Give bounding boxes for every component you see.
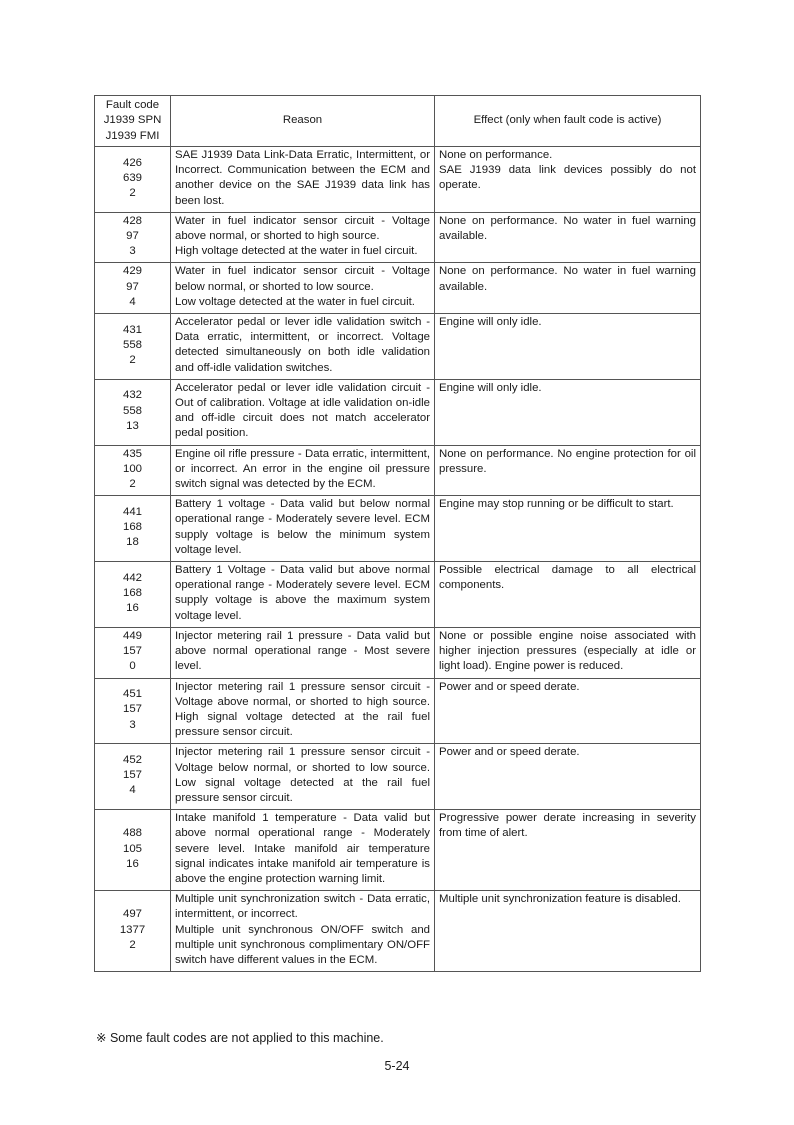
spn-value: 558 [122, 338, 142, 351]
effect-cell [435, 147, 701, 213]
effect-cell: Multiple unit synchronization feature is disabled. [435, 891, 701, 972]
table-row [95, 379, 701, 445]
reason-cell: Engine oil rifle pressure - Data erratic, intermittent, or incorrect. An error in the engine oil pressure switch signal was detected by the ECM. [171, 445, 435, 496]
table-row [95, 744, 701, 810]
fault-code: 488 [122, 827, 142, 840]
effect-text: None on performance. [439, 149, 553, 161]
table-header-row [95, 96, 701, 147]
reason-cell: Battery 1 voltage - Data valid but below normal operational range - Moderately severe level. ECM supply voltage is below the minimum system voltage level. [171, 496, 435, 562]
table-row [95, 891, 701, 972]
table-row [95, 445, 701, 496]
fault-code-cell [95, 891, 171, 972]
fmi-value: 3 [129, 718, 136, 731]
effect-cell: None on performance. No water in fuel warning available. [435, 263, 701, 314]
effect-header: Effect (only when fault code is active) [435, 96, 701, 147]
effect-cell: Engine may stop running or be difficult to start. [435, 496, 701, 562]
spn-value: 639 [122, 171, 142, 184]
fault-code-cell [95, 314, 171, 380]
effect-cell: None or possible engine noise associated with higher injection pressures (especially at idle or light load). Engine power is reduced. [435, 627, 701, 678]
fault-code: 426 [122, 156, 142, 169]
fault-code: 449 [122, 629, 142, 642]
fmi-value: 2 [129, 187, 136, 199]
fault-code: 497 [122, 908, 142, 921]
header-fault-code: Fault code [105, 99, 160, 112]
reason-cell: Injector metering rail 1 pressure sensor circuit - Voltage below normal, or shorted to low source. Low signal voltage detected at the rail fuel pressure sensor circuit. [171, 744, 435, 810]
spn-value: 558 [122, 404, 142, 417]
fault-code-cell [95, 147, 171, 213]
spn-value: 105 [122, 842, 142, 855]
effect-cell: None on performance. No water in fuel warning available. [435, 212, 701, 263]
table-row [95, 147, 701, 213]
fmi-value: 0 [129, 660, 136, 673]
fault-code-cell [95, 562, 171, 628]
reason-text: Low voltage detected at the water in fuel circuit. [175, 295, 415, 308]
table-row [95, 627, 701, 678]
effect-cell: Engine will only idle. [435, 314, 701, 380]
spn-value: 97 [126, 230, 139, 243]
table-row [95, 212, 701, 263]
spn-value: 100 [122, 462, 142, 475]
fault-code: 451 [122, 688, 142, 701]
table-row [95, 314, 701, 380]
spn-value: 157 [122, 703, 142, 716]
spn-value: 157 [122, 645, 142, 658]
effect-cell: Power and or speed derate. [435, 744, 701, 810]
fmi-value: 3 [129, 245, 136, 258]
fault-code: 442 [122, 571, 142, 584]
fmi-value: 13 [126, 419, 139, 432]
reason-cell: Accelerator pedal or lever idle validation switch - Data erratic, intermittent, or incorrect. Voltage detected simultaneously on both idle validation and off-idle validation switches. [171, 314, 435, 380]
fault-code: 435 [122, 447, 142, 460]
table-row [95, 810, 701, 891]
effect-cell: Engine will only idle. [435, 379, 701, 445]
page-number: 5-24 [384, 1059, 410, 1073]
fault-code: 441 [122, 505, 142, 518]
reason-cell [171, 263, 435, 314]
reason-header: Reason [171, 96, 435, 147]
fmi-value: 2 [129, 478, 136, 491]
table-row [95, 562, 701, 628]
fault-code-cell [95, 445, 171, 496]
fmi-value: 2 [129, 354, 136, 367]
fmi-value: 18 [126, 536, 139, 549]
fault-code-cell [95, 263, 171, 314]
reason-cell: Battery 1 Voltage - Data valid but above normal operational range - Moderately severe level. ECM supply voltage is above the maximum system voltage level. [171, 562, 435, 628]
reason-text: Water in fuel indicator sensor circuit - Voltage above normal, or shorted to high source. [175, 214, 430, 243]
reason-cell: Injector metering rail 1 pressure sensor circuit - Voltage above normal, or shorted to high source. High signal voltage detected at the rail fuel pressure sensor circuit. [171, 678, 435, 744]
spn-value: 1377 [119, 923, 146, 936]
reason-cell [171, 891, 435, 972]
table-row [95, 496, 701, 562]
fault-code: 432 [122, 389, 142, 402]
fmi-value: 16 [126, 602, 139, 615]
effect-cell: None on performance. No engine protection for oil pressure. [435, 445, 701, 496]
fault-code-cell [95, 379, 171, 445]
fault-code: 429 [122, 265, 142, 278]
effect-cell: Progressive power derate increasing in severity from time of alert. [435, 810, 701, 891]
reason-cell: Intake manifold 1 temperature - Data valid but above normal operational range - Moderately severe level. Intake manifold air temperature signal indicates intake manifold air temperature is above the engine protection warning limit. [171, 810, 435, 891]
effect-text: SAE J1939 data link devices possibly do not operate. [439, 164, 696, 192]
fault-code-header [95, 96, 171, 147]
reason-cell: Accelerator pedal or lever idle validation circuit - Out of calibration. Voltage at idle validation on-idle and off-idle circuit does not match accelerator pedal position. [171, 379, 435, 445]
reason-cell [171, 212, 435, 263]
fmi-value: 2 [129, 938, 136, 951]
fault-code-cell [95, 627, 171, 678]
reason-text: Multiple unit synchronous ON/OFF switch and multiple unit synchronous complimentary ON/OFF switch have different values in the ECM. [175, 923, 430, 966]
spn-value: 168 [122, 586, 142, 599]
fmi-value: 4 [129, 784, 136, 797]
fault-code-cell [95, 744, 171, 810]
effect-cell: Power and or speed derate. [435, 678, 701, 744]
footnote: ※ Some fault codes are not applied to this machine. [96, 1031, 384, 1045]
fmi-value: 16 [126, 857, 139, 870]
fault-code-table [94, 95, 701, 972]
spn-value: 168 [122, 521, 142, 534]
table-row [95, 678, 701, 744]
reason-text: Multiple unit synchronization switch - Data erratic, intermittent, or incorrect. [175, 893, 430, 921]
spn-value: 97 [126, 280, 139, 293]
reason-cell: Injector metering rail 1 pressure - Data valid but above normal operational range - Most severe level. [171, 627, 435, 678]
reason-text: Water in fuel indicator sensor circuit - Voltage below normal, or shorted to low source. [175, 265, 430, 293]
fault-code-cell [95, 496, 171, 562]
fmi-value: 4 [129, 295, 136, 308]
table-row [95, 263, 701, 314]
fault-code: 452 [122, 753, 142, 766]
spn-value: 157 [122, 769, 142, 782]
fault-code: 428 [122, 214, 142, 227]
fault-code-cell [95, 810, 171, 891]
header-spn: J1939 SPN [103, 114, 162, 127]
fault-code: 431 [122, 323, 142, 336]
fault-code-cell [95, 678, 171, 744]
reason-text: High voltage detected at the water in fuel circuit. [175, 245, 418, 258]
fault-table-body [95, 147, 701, 972]
fault-code-cell [95, 212, 171, 263]
reason-cell: SAE J1939 Data Link-Data Erratic, Intermittent, or Incorrect. Communication between the ECM and another device on the SAE J1939 data link has been lost. [171, 147, 435, 213]
effect-cell: Possible electrical damage to all electrical components. [435, 562, 701, 628]
header-fmi: J1939 FMI [105, 129, 160, 142]
